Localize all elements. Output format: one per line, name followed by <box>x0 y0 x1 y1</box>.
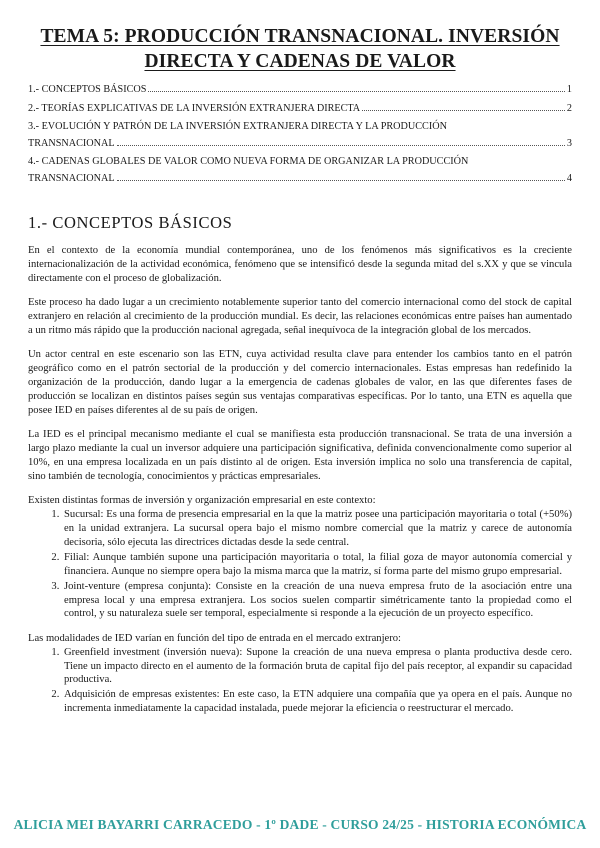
page-title <box>20 24 580 74</box>
modes-list <box>28 646 572 717</box>
toc-entry-text-cont: TRANSNACIONAL <box>28 137 115 149</box>
table-of-contents <box>28 82 572 190</box>
list-item: 1. Sucursal: Es una forma de presencia empresarial en la que la matriz posee una participación mayoritaria o total (+50%) en la unidad extranjera. La sucursal opera bajo el mismo nombre comercial que la matriz y carece de autonomía decisoria, sólo ejecuta las directrices dictadas desde la sede central. <box>62 508 572 550</box>
toc-leader-dots <box>148 90 564 92</box>
toc-page-number: 1 <box>566 84 572 95</box>
page-title-line-2: DIRECTA Y CADENAS DE VALOR <box>144 51 456 72</box>
paragraph: En el contexto de la economía mundial contemporánea, uno de los fenómenos más significativos es la creciente internacionalización de la actividad económica, fenómeno que se intensificó desde la segunda mitad del s.XX y que se vincula directamente con el proceso de globalización. <box>28 245 572 284</box>
toc-entry-text: 4.- CADENAS GLOBALES DE VALOR COMO NUEVA FORMA DE ORGANIZAR LA PRODUCCIÓN <box>28 156 469 168</box>
page-footer: ALICIA MEI BAYARRI CARRACEDO - 1º DADE - CURSO 24/25 - HISTORIA ECONÓMICA <box>13 817 587 832</box>
list-item: 2. Filial: Aunque también supone una participación mayoritaria o total, la filial goza de mayor autonomía comercial y financiera. Aunque no siempre opera bajo la misma marca que la matriz, sí forma parte del mismo grupo empresarial. <box>62 551 572 579</box>
section-heading: 1.- CONCEPTOS BÁSICOS <box>28 213 233 232</box>
toc-entry-2[interactable] <box>28 101 572 118</box>
list-item: 2. Adquisición de empresas existentes: En este caso, la ETN adquiere una compañía que ya opera en el país. Aunque no incrementa inmediatamente la capacidad instalada, puede mejorar la eficiencia o reestructurar el mercado. <box>62 688 572 716</box>
list-intro: Las modalidades de IED varían en función del tipo de entrada en el mercado extranjero: <box>28 632 401 644</box>
toc-entry-3[interactable] <box>28 119 572 152</box>
body-text <box>28 244 572 727</box>
toc-leader-dots <box>362 109 565 111</box>
paragraph: Este proceso ha dado lugar a un crecimiento notablemente superior tanto del comercio internacional como del stock de capital extranjero en relación al crecimiento de la producción mundial. Es decir, las relaciones económicas entre países han aumentado a un ritmo más rápido que la producción nacional agregada, señal inequívoca de la integración global de los mercados. <box>28 297 572 336</box>
paragraph: La IED es el principal mecanismo mediante el cual se manifiesta esta producción transnacional. Se trata de una inversión a largo plazo mediante la cual un inversor adquiere una participación significativa, definida convencionalmente como superior al 10%, en una empresa localizada en un país distinto al de origen. Esta inversión implica no solo una transferencia de capital, sino también de tecnología, conocimientos y prácticas empresariales. <box>28 429 572 482</box>
toc-page-number: 4 <box>566 172 572 184</box>
toc-page-number: 2 <box>566 102 572 114</box>
list-intro: Existen distintas formas de inversión y organización empresarial en este contexto: <box>28 495 376 507</box>
list-item: 1. Greenfield investment (inversión nueva): Supone la creación de una nueva empresa o planta productiva desde cero. Tiene un impacto directo en el aumento de la formación bruta de capital fijo del país receptor, al expandir su capacidad productiva. <box>62 646 572 688</box>
list-item: 3. Joint-venture (empresa conjunta): Consiste en la creación de una nueva empresa fruto de la asociación entre una empresa local y una empresa extranjera. Los socios suelen compartir simétricamente tanto la propiedad como el control, y su naturaleza suele ser temporal, especialmente si responde a la ejecución de un proyecto específico. <box>62 580 572 622</box>
toc-entry-text-cont: TRANSNACIONAL <box>28 172 115 184</box>
toc-leader-dots <box>117 179 565 181</box>
page-title-line-1: TEMA 5: PRODUCCIÓN TRANSNACIONAL. INVERSIÓN <box>40 26 560 47</box>
toc-page-number: 3 <box>566 137 572 149</box>
toc-leader-dots <box>117 144 565 146</box>
paragraph: Un actor central en este escenario son las ETN, cuya actividad resulta clave para entender los cambios tanto en el patrón geográfico como en el patrón sectorial de la producción y del comercio internacionales. Estas empresas han redefinido la organización de la producción, dando lugar a la emergencia de cadenas globales de valor, en las que diferentes fases de producción se localizan en distintos países según sus ventajas comparativas específicas. Por lo tanto, una ETN es aquella que posee IED en países diferentes al de su país de origen. <box>28 349 572 416</box>
toc-entry-text: 2.- TEORÍAS EXPLICATIVAS DE LA INVERSIÓN EXTRANJERA DIRECTA <box>28 102 361 114</box>
toc-entry-4[interactable] <box>28 154 572 187</box>
toc-entry-1[interactable] <box>28 82 572 99</box>
toc-entry-text: 3.- EVOLUCIÓN Y PATRÓN DE LA INVERSIÓN EXTRANJERA DIRECTA Y LA PRODUCCIÓN <box>28 121 447 133</box>
toc-entry-text: 1.- CONCEPTOS BÁSICOS <box>28 84 147 95</box>
forms-list <box>28 508 572 621</box>
